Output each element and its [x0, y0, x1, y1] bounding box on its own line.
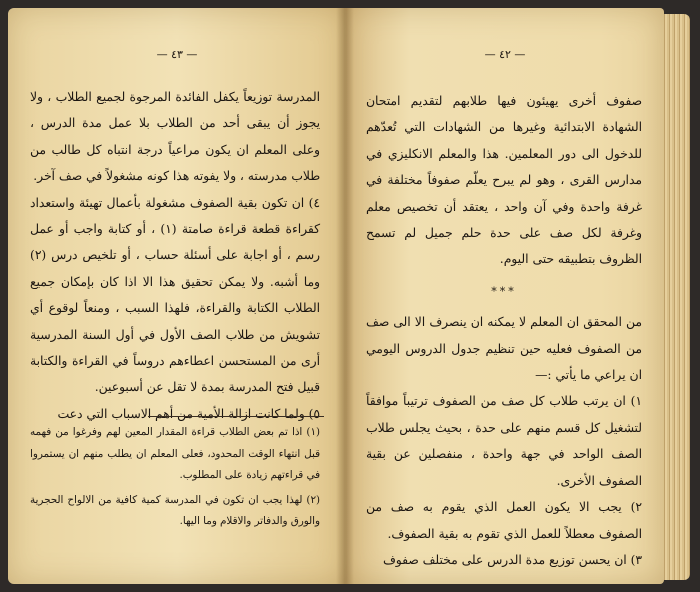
page-edges: [662, 14, 690, 580]
footnote: (٢) لهذا يجب ان تكون في المدرسة كمية كافية من الالواح الحجرية والورق والدفاتر والاقلام وما اليها.: [30, 493, 320, 527]
paragraph: ٤) ان تكون بقية الصفوف مشغولة بأعمال تهيئة واستعداد كقراءة قطعة قراءة صامتة (١) ، أو كتابة واجب أو عمل رسم ، أو اجابة على أسئلة حساب ، أو تلخيص درس (٢) وما أشبه. ولا يمكن تحقيق هذا الا اذا كان بإمكان جميع الطلاب الكتابة والقراءة، فلهذا السبب ، ومنعاً لوقوع أي تشويش من طلاب الصف الأول في أول السنة المدرسية أرى من المستحسن اعطاءهم دروساً في القراءة والكتابة قبيل فتح المدرسة بمدة لا تقل عن أسبوعين.: [30, 195, 321, 395]
left-page: [8, 8, 346, 584]
book-gutter: [336, 8, 354, 584]
right-page-body: [366, 88, 642, 573]
paragraph: صفوف أخرى يهيئون فيها طلابهم لتقديم امتحان الشهادة الابتدائية وغيرها من الشهادات التي تُعدّهم للدخول الى دور المعلمين. هذا والمعلم الانكليزي في مدارس القرى ، وهو لم يبرح يعلّم صفوفاً مختلفة في غرفة واحدة وفي آن واحد ، يعتقد أن تخصيص معلم وغرفة لكل صف على حدة حلم جميل لم تسمح الظروف بتطبيقه حتى اليوم.: [366, 94, 642, 267]
paragraph: من المحقق ان المعلم لا يمكنه ان ينصرف الا الى صف من الصفوف فعليه حين تنظيم جدول الدروس اليومي ان يراعي ما يأتي :—: [366, 315, 642, 383]
right-page: [346, 8, 664, 584]
paragraph: المدرسة توزيعاً يكفل الفائدة المرجوة لجميع الطلاب ، ولا يجوز أن يبقى أحد من الطلاب بلا عمل مدة الدرس ، وعلى المعلم ان يكون مراعياً درجة انتباه كل طالب من طلاب مدرسته ، ولا يفوته هذا كونه مشغولاً في صف آخر.: [30, 90, 320, 184]
left-page-body: [30, 84, 320, 427]
paragraph: ٣) ان يحسن توزيع مدة الدرس على مختلف صفوف: [382, 552, 642, 567]
page-number-left: — ٤٣ —: [156, 48, 198, 61]
section-separator: ***: [491, 284, 517, 298]
paragraph: ١) ان يرتب طلاب كل صف من الصفوف ترتيباً موافقاً لتشغيل كل قسم منهم على حدة ، بحيث يجلس طلاب الصف الواحد في جهة واحدة ، منفصلين عن بقية الصفوف الأخرى.: [366, 394, 642, 488]
page-number-right: — ٤٢ —: [484, 48, 526, 61]
footnote: (١) اذا تم بعض الطلاب قراءة المقدار المعين لهم وفرغوا من فهمه قبل انتهاء الوقت المحدود، فعلى المعلم ان يطلب منهم ان يستمروا في قراءتهم زيادة على المطلوب.: [30, 426, 320, 481]
footnotes: [30, 422, 320, 536]
paragraph: ٥) ولما كانت ازالة الأمية من أهم الاسباب التي دعت: [57, 406, 320, 421]
paragraph: ٢) يجب الا يكون العمل الذي يقوم به صف من الصفوف معطلاً للعمل الذي تقوم به بقية الصفوف.: [366, 500, 642, 541]
footnote-divider: [148, 416, 324, 417]
